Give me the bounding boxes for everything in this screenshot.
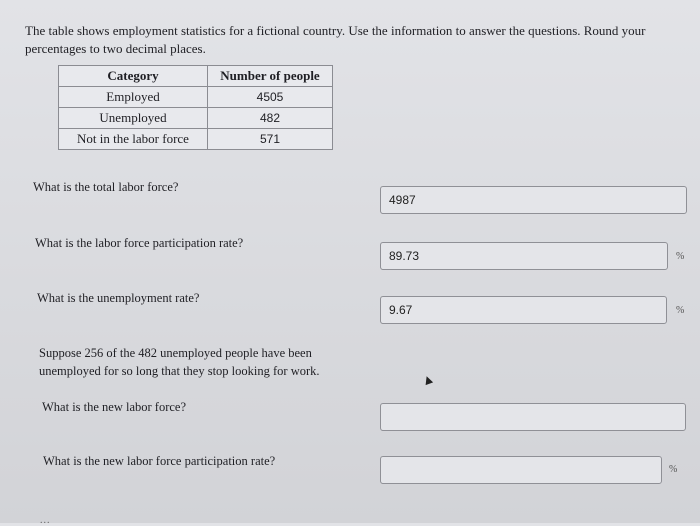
question-total-labor-force: What is the total labor force? — [33, 180, 179, 194]
scenario-line-2: unemployed for so long that they stop looking for work. — [39, 364, 320, 378]
question-new-participation-rate: What is the new labor force participation rate? — [43, 454, 276, 468]
row-value: 482 — [208, 108, 333, 129]
instructions — [25, 22, 675, 58]
header-number: Number of people — [208, 66, 333, 87]
instructions-line-2: percentages to two decimal places. — [25, 41, 206, 56]
table-row — [59, 129, 333, 150]
mouse-cursor-icon — [423, 375, 433, 385]
scenario-line-1: Suppose 256 of the 482 unemployed people have been — [39, 346, 312, 360]
answer-total-labor-force[interactable]: 4987 — [380, 186, 687, 214]
percent-unit: % — [669, 464, 678, 475]
row-category: Unemployed — [59, 108, 208, 129]
answer-unemployment-rate[interactable]: 9.67 — [380, 296, 667, 324]
question-unemployment-rate: What is the unemployment rate? — [37, 291, 200, 305]
answer-participation-rate[interactable]: 89.73 — [380, 242, 668, 270]
answer-new-participation-rate[interactable] — [380, 456, 662, 484]
table-row — [59, 108, 333, 129]
question-participation-rate: What is the labor force participation rate? — [35, 236, 244, 250]
answer-new-labor-force[interactable] — [380, 403, 686, 431]
header-category: Category — [59, 66, 208, 87]
scenario-text — [39, 344, 320, 380]
employment-table — [58, 65, 333, 150]
table-row — [59, 87, 333, 108]
footer-dots: ... — [40, 515, 51, 526]
row-category: Not in the labor force — [59, 129, 208, 150]
question-new-labor-force: What is the new labor force? — [42, 400, 187, 414]
instructions-line-1: The table shows employment statistics for a fictional country. Use the information to answer the questions. Round your — [25, 23, 646, 38]
table-header-row — [59, 66, 333, 87]
row-value: 571 — [208, 129, 333, 150]
row-category: Employed — [59, 87, 208, 108]
percent-unit: % — [676, 305, 685, 316]
row-value: 4505 — [208, 87, 333, 108]
percent-unit: % — [676, 251, 685, 262]
